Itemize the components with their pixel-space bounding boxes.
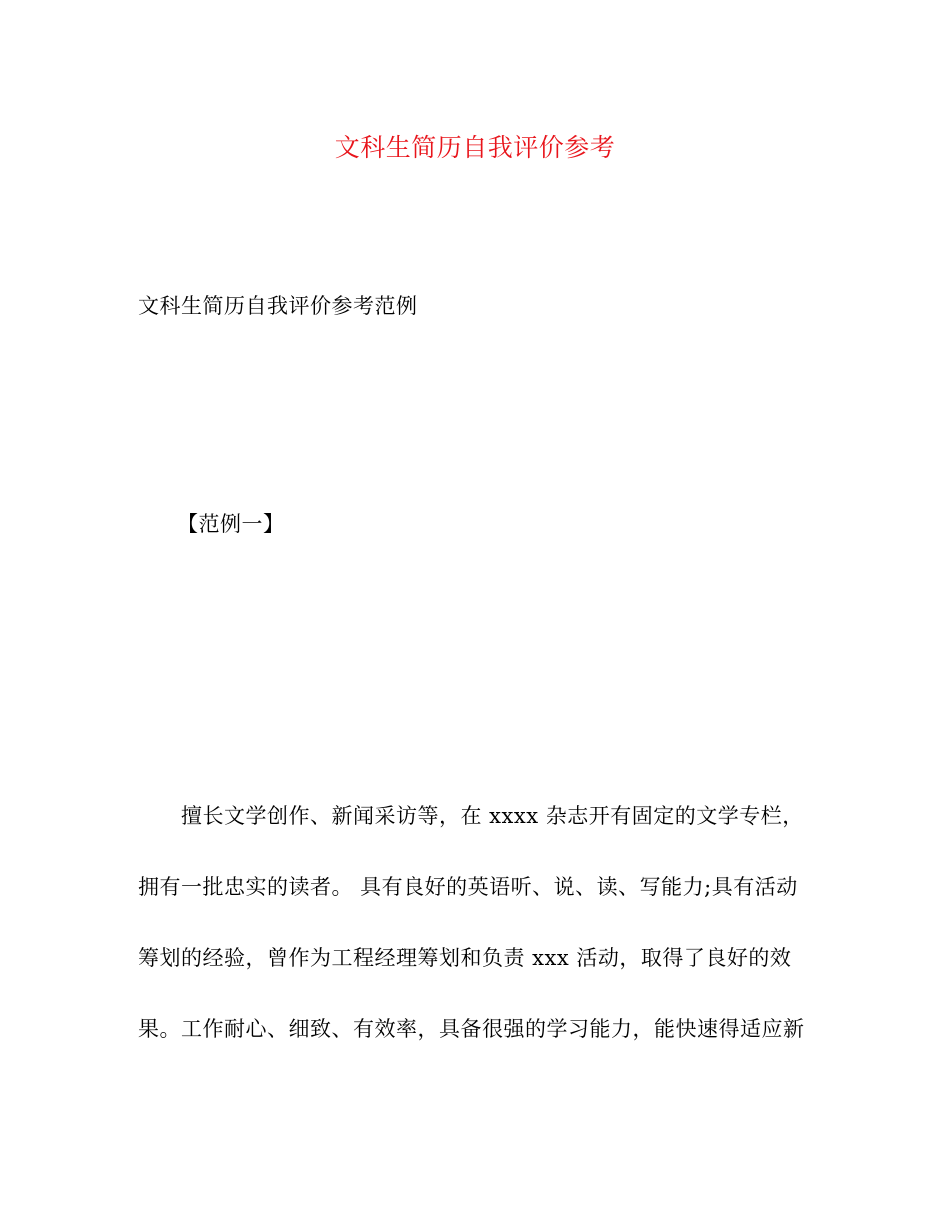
- body-paragraph-line: 筹划的经验，曾作为工程经理筹划和负责 xxx 活动，取得了良好的效: [138, 946, 792, 970]
- body-paragraph-line: 擅长文学创作、新闻采访等，在 xxxx 杂志开有固定的文学专栏，: [181, 804, 804, 828]
- body-paragraph-line: 果。工作耐心、细致、有效率，具备很强的学习能力，能快速得适应新: [138, 1017, 805, 1041]
- section-label: 【范例一】: [177, 512, 285, 536]
- document-title: 文科生简历自我评价参考: [334, 133, 616, 162]
- document-subtitle: 文科生简历自我评价参考范例: [138, 294, 418, 318]
- body-paragraph-line: 拥有一批忠实的读者。 具有良好的英语听、说、读、写能力;具有活动: [138, 875, 798, 899]
